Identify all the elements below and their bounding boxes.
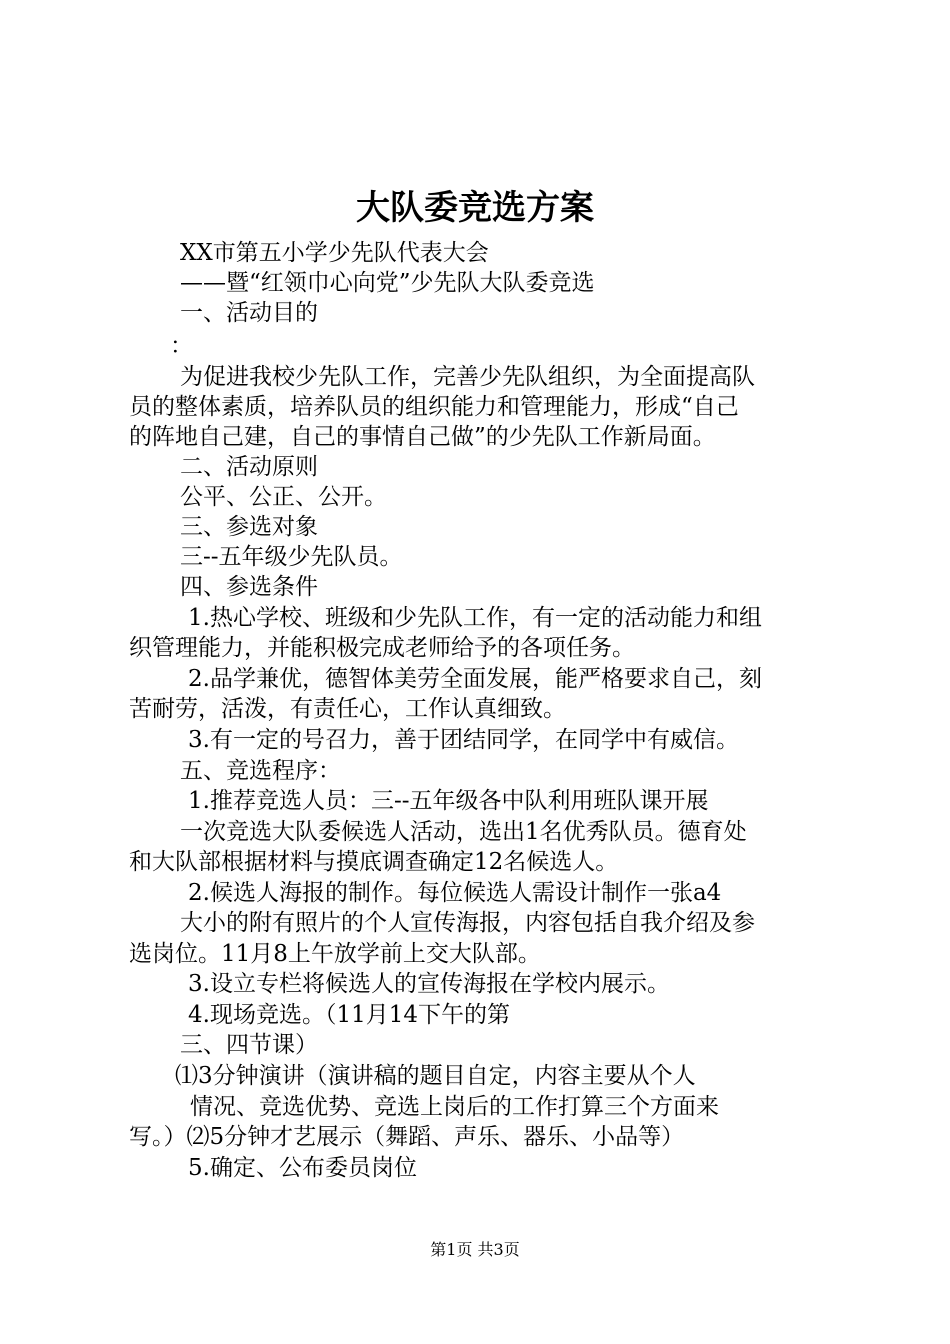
list-item-line: 情况、竞选优势、竞选上岗后的工作打算三个方面来	[190, 1094, 719, 1120]
list-item-line: 2.候选人海报的制作。每位候选人需设计制作一张a4	[188, 880, 722, 906]
list-item-line: 三、四节课）	[180, 1032, 318, 1058]
list-item-line: 1.推荐竞选人员：三--五年级各中队利用班队课开展	[188, 788, 709, 814]
list-item-line: 3.有一定的号召力，善于团结同学，在同学中有威信。	[188, 727, 739, 753]
section-heading-purpose: 一、活动目的	[180, 300, 318, 326]
list-item-line: 苦耐劳，活泼，有责任心，工作认真细致。	[129, 696, 566, 722]
text-line-colon: ：	[170, 333, 193, 359]
list-item-line: 和大队部根据材料与摸底调查确定12名候选人。	[129, 849, 619, 875]
list-item-line: 1.热心学校、班级和少先队工作，有一定的活动能力和组	[188, 605, 762, 631]
text-line-subtitle-1: XX市第五小学少先队代表大会	[180, 240, 489, 266]
list-item-line: 5.确定、公布委员岗位	[188, 1155, 417, 1181]
page-number: 第1页 共3页	[430, 1240, 520, 1259]
list-item-line: 2.品学兼优，德智体美劳全面发展，能严格要求自己，刻	[188, 666, 762, 692]
paragraph-line: 三--五年级少先队员。	[180, 544, 403, 570]
paragraph-line: 为促进我校少先队工作，完善少先队组织，为全面提高队	[180, 364, 755, 390]
section-heading-participants: 三、参选对象	[180, 514, 318, 540]
list-item-line: 4.现场竞选。（11月14下午的第	[188, 1002, 510, 1028]
list-item-line: 大小的附有照片的个人宣传海报，内容包括自我介绍及参	[180, 910, 755, 936]
paragraph-line: 的阵地自己建，自己的事情自己做”的少先队工作新局面。	[129, 424, 716, 450]
section-heading-principle: 二、活动原则	[180, 454, 318, 480]
list-item-line: 一次竞选大队委候选人活动，选出1名优秀队员。德育处	[180, 819, 747, 845]
section-heading-procedure: 五、竞选程序：	[180, 758, 341, 784]
paragraph-line: 公平、公正、公开。	[180, 484, 387, 510]
document-title: 大队委竞选方案	[356, 188, 594, 228]
text-line-subtitle-2: ——暨“红领巾心向党”少先队大队委竞选	[180, 270, 595, 296]
list-item-line: 写。）⑵5分钟才艺展示（舞蹈、声乐、器乐、小品等）	[129, 1124, 685, 1150]
list-item-line: 3.设立专栏将候选人的宣传海报在学校内展示。	[188, 971, 670, 997]
list-item-line: 织管理能力，并能积极完成老师给予的各项任务。	[129, 635, 635, 661]
section-heading-conditions: 四、参选条件	[180, 574, 318, 600]
list-item-line: 选岗位。11月8上午放学前上交大队部。	[129, 941, 541, 967]
list-item-line: ⑴3分钟演讲（演讲稿的题目自定，内容主要从个人	[175, 1063, 696, 1089]
paragraph-line: 员的整体素质，培养队员的组织能力和管理能力，形成“自己	[129, 394, 739, 420]
